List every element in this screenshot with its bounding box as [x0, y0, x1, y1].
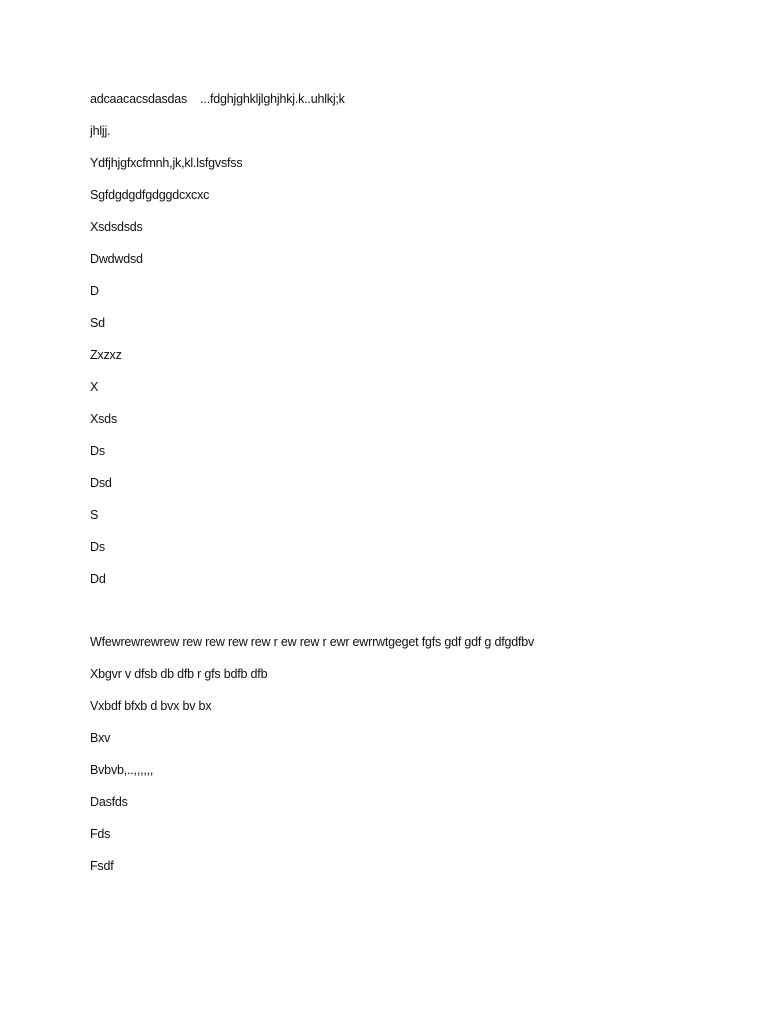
- text-line: Dd: [90, 572, 106, 586]
- text-line: jhljj.: [90, 124, 111, 138]
- text-line: Sd: [90, 316, 105, 330]
- text-line: Wfewrewrewrew rew rew rew rew r ew rew r ewr ewrrwtgeget fgfs gdf gdf g dfgdfbv: [90, 635, 535, 649]
- text-line: S: [90, 508, 99, 522]
- text-line: Xsds: [90, 412, 117, 426]
- text-line: Dwdwdsd: [90, 252, 143, 266]
- text-line: X: [90, 380, 99, 394]
- text-line: Ds: [90, 444, 105, 458]
- text-line: Bxv: [90, 731, 111, 745]
- text-line: Xsdsdsds: [90, 220, 143, 234]
- text-line: Dsd: [90, 476, 112, 490]
- text-line: Xbgvr v dfsb db dfb r gfs bdfb dfb: [90, 667, 268, 681]
- text-line: adcaacacsdasdas ...fdghjghkljlghjhkj.k..uhlkj;k: [90, 92, 345, 106]
- text-line: Sgfdgdgdfgdggdcxcxc: [90, 188, 210, 202]
- text-line: Zxzxz: [90, 348, 122, 362]
- text-line: Dasfds: [90, 795, 128, 809]
- text-line: Ydfjhjgfxcfmnh,jk,kl.lsfgvsfss: [90, 156, 243, 170]
- text-line: Vxbdf bfxb d bvx bv bx: [90, 699, 212, 713]
- text-line: Fsdf: [90, 859, 114, 873]
- text-line: Ds: [90, 540, 105, 554]
- text-line: D: [90, 284, 99, 298]
- text-line: Fds: [90, 827, 111, 841]
- text-line: Bvbvb,..,,,,,,: [90, 763, 154, 777]
